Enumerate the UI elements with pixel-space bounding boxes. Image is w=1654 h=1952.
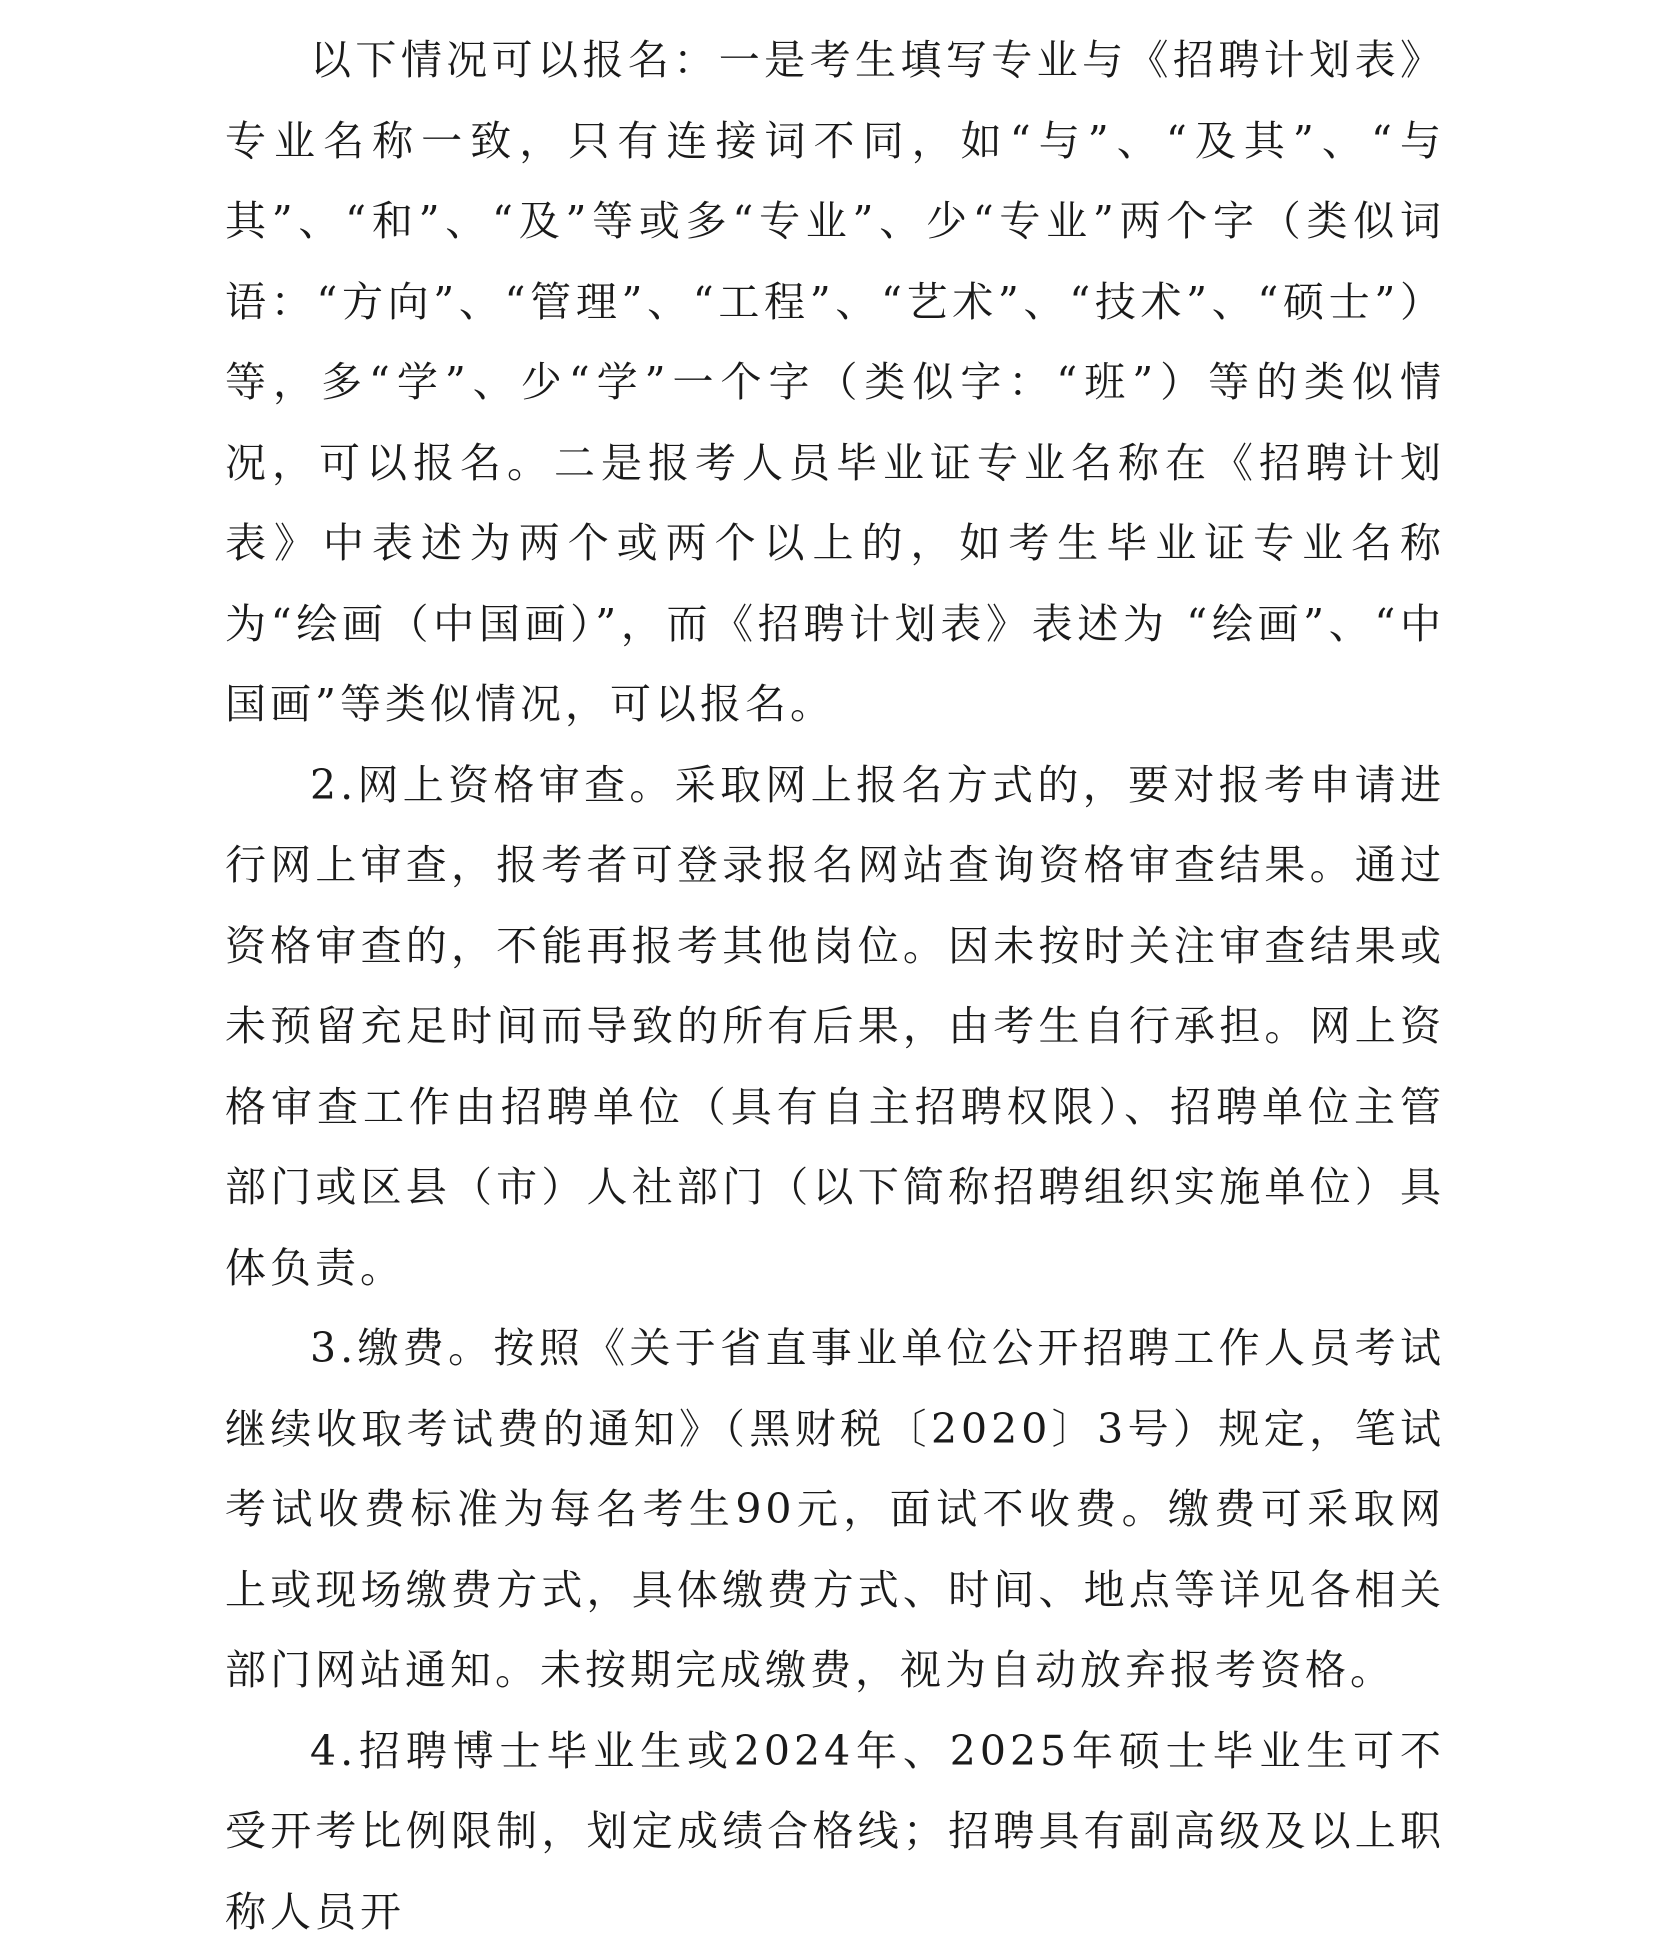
paragraph-online-review: 2.网上资格审查。采取网上报名方式的，要对报考申请进行网上审查，报考者可登录报名网站查询资格审查结果。通过资格审查的，不能再报考其他岗位。因未按时关注审查结果或未预留充足时间而导致的所有后果，由考生自行承担。网上资格审查工作由招聘单位（具有自主招聘权限）、招聘单位主管部门或区县（市）人社部门（以下简称招聘组织实施单位）具体负责。 <box>225 745 1445 1309</box>
paragraph-fees: 3.缴费。按照《关于省直事业单位公开招聘工作人员考试继续收取考试费的通知》（黑财税〔2020〕3号）规定，笔试考试收费标准为每名考生90元，面试不收费。缴费可采取网上或现场缴费方式，具体缴费方式、时间、地点等详见各相关部门网站通知。未按期完成缴费，视为自动放弃报考资格。 <box>225 1308 1445 1711</box>
document-body <box>225 20 1445 1952</box>
paragraph-doctoral-recruitment: 4.招聘博士毕业生或2024年、2025年硕士毕业生可不受开考比例限制，划定成绩合格线；招聘具有副高级及以上职称人员开 <box>225 1711 1445 1952</box>
paragraph-eligibility: 以下情况可以报名：一是考生填写专业与《招聘计划表》专业名称一致，只有连接词不同，如“与”、“及其”、“与其”、“和”、“及”等或多“专业”、少“专业”两个字（类似词语：“方向”、“管理”、“工程”、“艺术”、“技术”、“硕士”）等，多“学”、少“学”一个字（类似字：“班”）等的类似情况，可以报名。二是报考人员毕业证专业名称在《招聘计划表》中表述为两个或两个以上的，如考生毕业证专业名称为“绘画（中国画）”，而《招聘计划表》表述为 “绘画”、“中国画”等类似情况，可以报名。 <box>225 20 1445 745</box>
